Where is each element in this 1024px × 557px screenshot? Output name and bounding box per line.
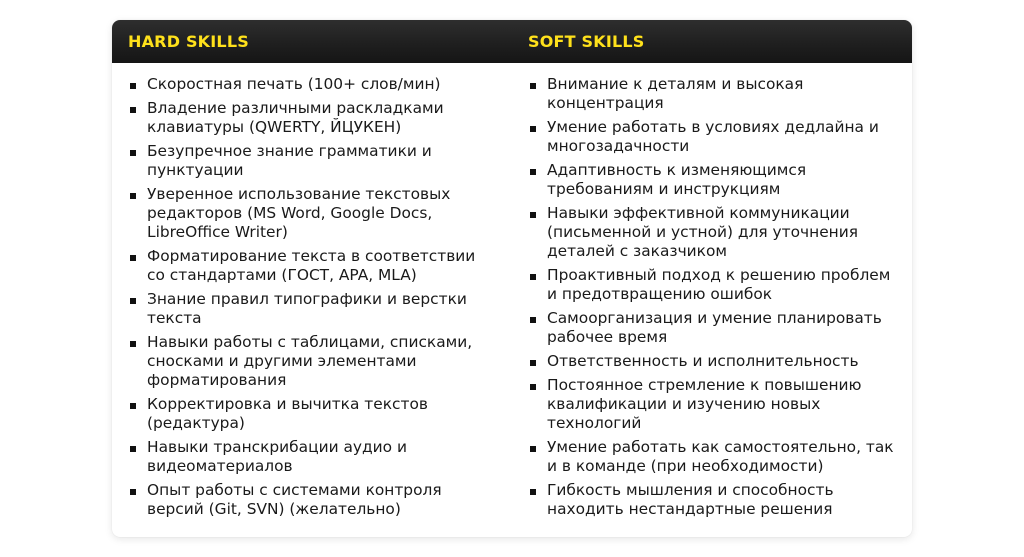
list-item-text: Опыт работы с системами контроля версий (Git, SVN) (желательно) bbox=[147, 481, 442, 518]
list-item-text: Владение различными раскладками клавиатуры (QWERTY, ЙЦУКЕН) bbox=[147, 99, 444, 136]
soft-skills-list bbox=[528, 75, 896, 519]
list-item bbox=[128, 185, 496, 242]
table-header bbox=[112, 20, 912, 63]
hard-skills-heading: HARD SKILLS bbox=[128, 32, 249, 51]
list-item bbox=[128, 75, 496, 94]
bullet-icon bbox=[130, 107, 136, 113]
bullet-icon bbox=[130, 255, 136, 261]
list-item-text: Внимание к деталям и высокая концентрация bbox=[547, 75, 804, 112]
list-item bbox=[128, 142, 496, 180]
list-item bbox=[528, 204, 896, 261]
list-item bbox=[528, 118, 896, 156]
soft-skills-heading: SOFT SKILLS bbox=[528, 32, 645, 51]
bullet-icon bbox=[530, 212, 536, 218]
list-item-text: Навыки работы с таблицами, списками, сносками и другими элементами форматирования bbox=[147, 333, 473, 389]
list-item bbox=[528, 266, 896, 304]
list-item bbox=[128, 247, 496, 285]
list-item-text: Форматирование текста в соответствии со стандартами (ГОСТ, APA, MLA) bbox=[147, 247, 476, 284]
list-item bbox=[128, 395, 496, 433]
bullet-icon bbox=[130, 150, 136, 156]
hard-skills-column bbox=[112, 75, 512, 524]
list-item-text: Знание правил типографики и верстки текста bbox=[147, 290, 467, 327]
list-item bbox=[528, 75, 896, 113]
bullet-icon bbox=[130, 446, 136, 452]
hard-skills-list bbox=[128, 75, 496, 519]
list-item-text: Гибкость мышления и способность находить нестандартные решения bbox=[547, 481, 834, 518]
skills-table bbox=[112, 20, 912, 537]
list-item-text: Корректировка и вычитка текстов (редактура) bbox=[147, 395, 428, 432]
list-item-text: Ответственность и исполнительность bbox=[547, 352, 859, 370]
list-item-text: Умение работать в условиях дедлайна и многозадачности bbox=[547, 118, 879, 155]
bullet-icon bbox=[530, 489, 536, 495]
list-item bbox=[528, 438, 896, 476]
list-item bbox=[128, 481, 496, 519]
bullet-icon bbox=[530, 317, 536, 323]
list-item-text: Навыки транскрибации аудио и видеоматериалов bbox=[147, 438, 407, 475]
bullet-icon bbox=[530, 446, 536, 452]
bullet-icon bbox=[130, 83, 136, 89]
list-item-text: Скоростная печать (100+ слов/мин) bbox=[147, 75, 441, 93]
list-item bbox=[128, 438, 496, 476]
list-item-text: Навыки эффективной коммуникации (письменной и устной) для уточнения деталей с заказчиком bbox=[547, 204, 858, 260]
list-item bbox=[528, 161, 896, 199]
list-item bbox=[528, 376, 896, 433]
bullet-icon bbox=[130, 193, 136, 199]
list-item bbox=[528, 481, 896, 519]
list-item-text: Уверенное использование текстовых редакторов (MS Word, Google Docs, LibreOffice Writer) bbox=[147, 185, 451, 241]
table-body bbox=[112, 63, 912, 524]
list-item-text: Безупречное знание грамматики и пунктуации bbox=[147, 142, 432, 179]
bullet-icon bbox=[130, 489, 136, 495]
bullet-icon bbox=[130, 403, 136, 409]
bullet-icon bbox=[130, 341, 136, 347]
list-item bbox=[528, 309, 896, 347]
list-item bbox=[128, 333, 496, 390]
list-item bbox=[128, 290, 496, 328]
soft-skills-column bbox=[512, 75, 912, 524]
list-item-text: Умение работать как самостоятельно, так и в команде (при необходимости) bbox=[547, 438, 894, 475]
list-item-text: Постоянное стремление к повышению квалификации и изучению новых технологий bbox=[547, 376, 862, 432]
bullet-icon bbox=[530, 83, 536, 89]
list-item bbox=[528, 352, 896, 371]
bullet-icon bbox=[530, 169, 536, 175]
bullet-icon bbox=[130, 298, 136, 304]
list-item-text: Адаптивность к изменяющимся требованиям и инструкциям bbox=[547, 161, 807, 198]
bullet-icon bbox=[530, 126, 536, 132]
list-item-text: Самоорганизация и умение планировать рабочее время bbox=[547, 309, 882, 346]
bullet-icon bbox=[530, 274, 536, 280]
list-item bbox=[128, 99, 496, 137]
list-item-text: Проактивный подход к решению проблем и предотвращению ошибок bbox=[547, 266, 891, 303]
bullet-icon bbox=[530, 384, 536, 390]
bullet-icon bbox=[530, 360, 536, 366]
